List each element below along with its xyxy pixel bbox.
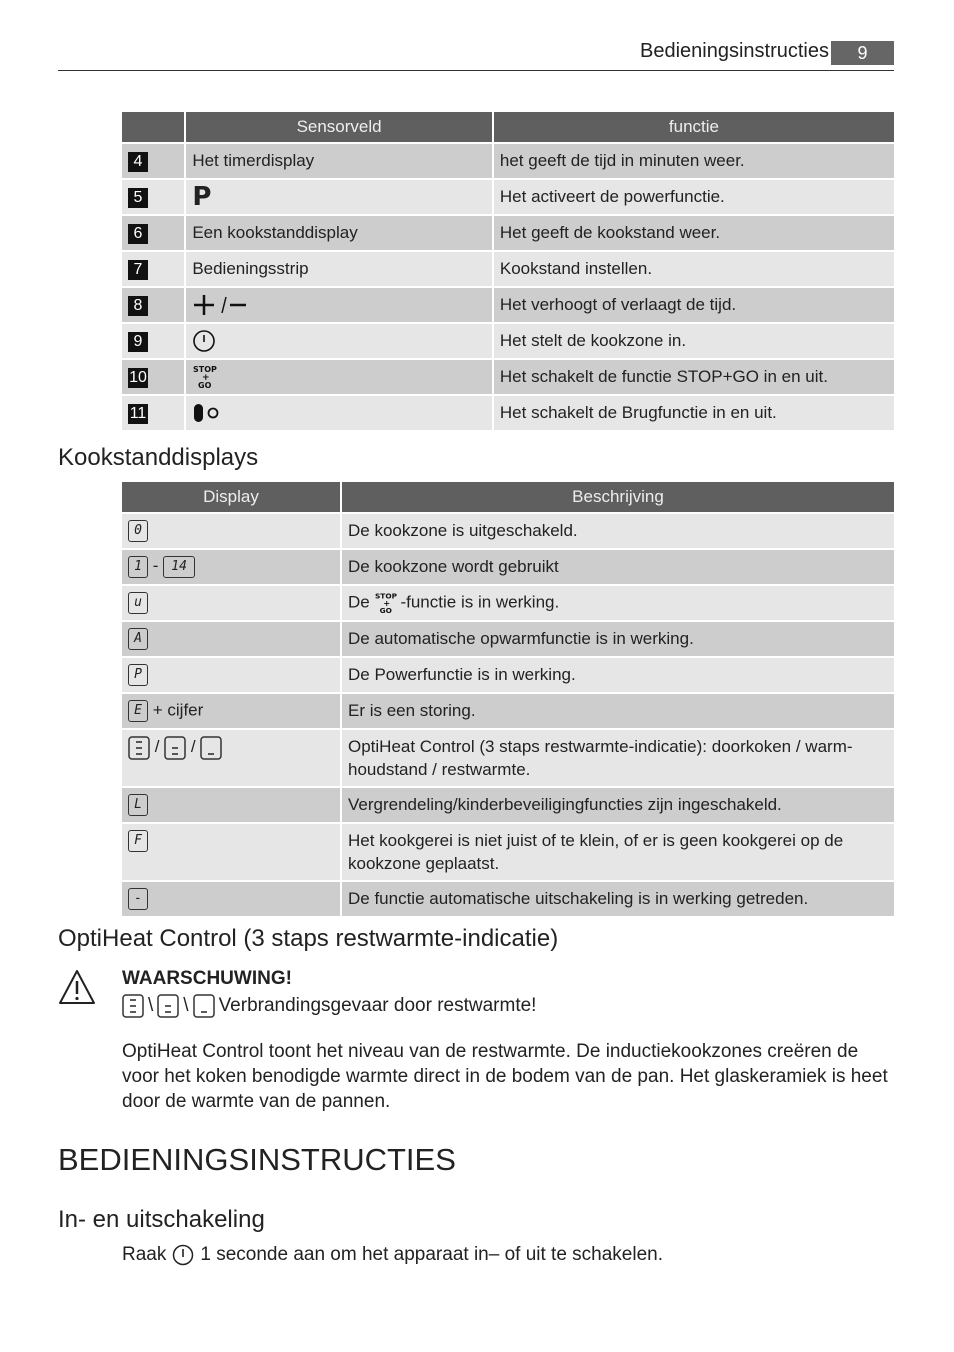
display-description-post: -functie is in werking. <box>400 592 560 612</box>
power-icon <box>172 1244 194 1266</box>
power-p-icon: P <box>192 182 212 212</box>
timer-clock-icon <box>192 329 216 353</box>
display-description: De functie automatische uitschakeling is in werking getreden. <box>342 882 894 916</box>
display-description: De kookzone wordt gebruikt <box>342 550 894 584</box>
svg-text:+: + <box>383 597 391 608</box>
sensor-table <box>120 110 896 432</box>
optiheat-level-2-icon <box>164 736 186 760</box>
svg-text:GO: GO <box>198 381 212 390</box>
table-row <box>122 514 894 548</box>
row-number: 11 <box>129 404 147 422</box>
column-header-num <box>122 112 184 142</box>
row-number: 6 <box>128 224 148 244</box>
sensor-function: Het schakelt de Brugfunctie in en uit. <box>494 396 894 430</box>
header-title: Bedieningsinstructies <box>640 40 829 62</box>
table-row <box>122 586 894 620</box>
plus-minus-icon <box>192 293 248 317</box>
display-description: Het kookgerei is niet juist of te klein, of er is geen kookgerei op de kookzone geplaatst. <box>342 824 894 880</box>
sensor-function: Het verhoogt of verlaagt de tijd. <box>494 288 894 322</box>
optiheat-level-3-icon <box>128 736 150 760</box>
page-title: BEDIENINGSINSTRUCTIES <box>58 1142 456 1177</box>
display-description: De kookzone is uitgeschakeld. <box>342 514 894 548</box>
table-row <box>122 180 894 214</box>
column-header-beschrijving: Beschrijving <box>342 482 894 512</box>
table-row <box>122 694 894 728</box>
display-description: OptiHeat Control (3 staps restwarmte-indicatie): doorkoken / warm-houdstand / restwarmte. <box>342 730 894 786</box>
svg-text:STOP: STOP <box>375 591 398 601</box>
display-description: Vergrendeling/kinderbeveiligingfuncties zijn ingeschakeld. <box>342 788 894 822</box>
column-header-functie: functie <box>494 112 894 142</box>
table-row <box>122 396 894 430</box>
display-description: De Powerfunctie is in werking. <box>342 658 894 692</box>
sensor-field: Het timerdisplay <box>186 144 492 178</box>
table-row <box>122 882 894 916</box>
onoff-instruction <box>122 1244 663 1266</box>
warning-triangle-icon <box>57 968 97 1006</box>
display-description: De automatische opwarmfunctie is in werking. <box>342 622 894 656</box>
row-number: 10 <box>129 368 147 386</box>
display-symbol: - <box>128 888 148 910</box>
table-row <box>122 622 894 656</box>
table-row <box>122 658 894 692</box>
display-symbol: F <box>128 830 148 852</box>
svg-text:+: + <box>202 373 210 383</box>
warning-label: WAARSCHUWING! <box>122 968 292 989</box>
table-row <box>122 288 894 322</box>
table-row <box>122 252 894 286</box>
sensor-function: Het schakelt de functie STOP+GO in en uit. <box>494 360 894 394</box>
section-heading-in-uitschakeling: In- en uitschakeling <box>58 1206 265 1233</box>
instruction-pre: Raak <box>122 1244 167 1265</box>
table-row <box>122 360 894 394</box>
optiheat-body: OptiHeat Control toont het niveau van de restwarmte. De inductiekookzones creëren de voor het koken benodigde warmte direct in de bodem van de pan. Het glaskeramiek is heet door de warmte van de pannen. <box>122 1041 888 1112</box>
table-row <box>122 324 894 358</box>
stop-go-icon <box>374 591 400 615</box>
optiheat-level-1-icon <box>200 736 222 760</box>
column-header-display: Display <box>122 482 340 512</box>
row-number: 7 <box>128 260 148 280</box>
table-row <box>122 730 894 786</box>
display-table <box>120 480 896 918</box>
header-divider <box>58 70 894 71</box>
table-header-row <box>122 482 894 512</box>
display-symbol: A <box>128 628 148 650</box>
optiheat-level-1-icon <box>193 994 215 1018</box>
display-symbol: E <box>128 700 148 722</box>
section-heading-kookstanddisplays: Kookstanddisplays <box>58 444 259 471</box>
row-number: 4 <box>128 152 148 172</box>
sensor-function: Het stelt de kookzone in. <box>494 324 894 358</box>
column-header-sensorveld: Sensorveld <box>186 112 492 142</box>
sensor-field: Een kookstanddisplay <box>186 216 492 250</box>
table-row <box>122 550 894 584</box>
section-heading-optiheat: OptiHeat Control (3 staps restwarmte-indicatie) <box>58 925 559 952</box>
table-row <box>122 144 894 178</box>
table-row <box>122 824 894 880</box>
table-header-row <box>122 112 894 142</box>
row-number: 8 <box>128 296 148 316</box>
svg-text:STOP: STOP <box>193 365 218 374</box>
instruction-post: 1 seconde aan om het apparaat in– of uit te schakelen. <box>200 1244 664 1265</box>
table-row <box>122 788 894 822</box>
display-description-pre: De <box>348 592 370 612</box>
display-symbol: L <box>128 794 148 816</box>
sensor-function: Het geeft de kookstand weer. <box>494 216 894 250</box>
optiheat-symbols: / / <box>128 737 222 756</box>
table-row <box>122 216 894 250</box>
sensor-function: Kookstand instellen. <box>494 252 894 286</box>
warning-text: Verbrandingsgevaar door restwarmte! <box>218 995 537 1016</box>
display-symbol-range: 1 - 14 <box>128 556 195 575</box>
display-description: Er is een storing. <box>342 694 894 728</box>
sensor-function: het geeft de tijd in minuten weer. <box>494 144 894 178</box>
bridge-icon <box>192 401 222 425</box>
optiheat-level-2-icon <box>157 994 179 1018</box>
optiheat-level-3-icon <box>122 994 144 1018</box>
warning-line <box>122 994 536 1018</box>
stop-go-icon <box>192 364 220 390</box>
svg-text:GO: GO <box>380 606 393 615</box>
sensor-field: Bedieningsstrip <box>186 252 492 286</box>
page-number: 9 <box>831 41 894 65</box>
separator-icon: \ <box>148 995 154 1016</box>
display-suffix: + cijfer <box>152 700 204 720</box>
sensor-function: Het activeert de powerfunctie. <box>494 180 894 214</box>
display-symbol: P <box>128 664 148 686</box>
row-number: 5 <box>128 188 148 208</box>
row-number: 9 <box>128 332 148 352</box>
display-symbol: 0 <box>128 520 148 542</box>
separator-icon: \ <box>183 995 189 1016</box>
display-symbol: u <box>128 592 148 614</box>
